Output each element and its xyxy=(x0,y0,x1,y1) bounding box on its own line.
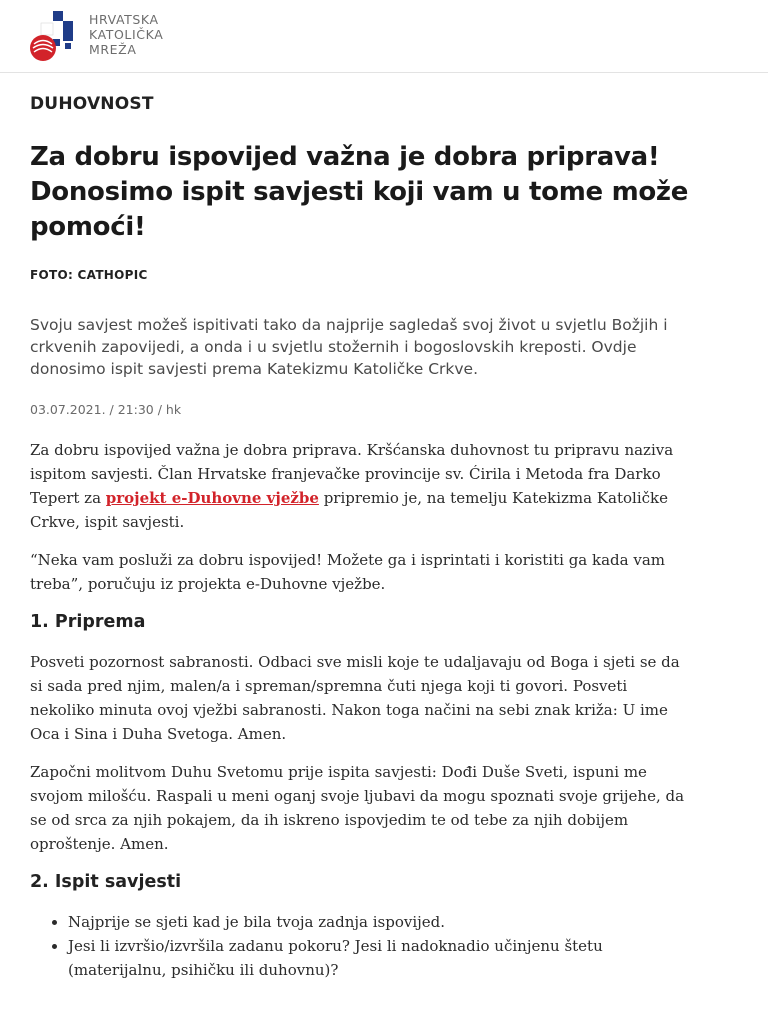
paragraph-text: Za dobru ispovijed važna je dobra priprava. Kršćanska duhovnost tu pripravu naziva ispitom savjesti. Član Hrvatske franjevačke provincije sv. Ćirila i Metoda fra Darko Tepert za xyxy=(30,441,674,507)
paragraph-text: pripremio je, na temelju Katekizma Katoličke Crkve, ispit savjesti. xyxy=(30,489,668,531)
site-logo[interactable] xyxy=(29,11,199,61)
article-body xyxy=(30,438,695,982)
article-meta xyxy=(30,402,181,417)
project-link[interactable]: projekt e-Duhovne vježbe xyxy=(105,489,319,507)
logo-line: HRVATSKA xyxy=(89,12,159,27)
bullet-list xyxy=(30,910,695,982)
paragraph: Posveti pozornost sabranosti. Odbaci sve misli koje te udaljavaju od Boga i sjeti se da si sada pred njim, malen/a i spreman/spremna čuti njega koji ti govori. Posveti nekoliko minuta ovoj vježbi sabranosti. Nakon toga načini na sebi znak križa: U ime Oca i Sina i Duha Svetoga. Amen. xyxy=(30,653,680,743)
paragraph: “Neka vam posluži za dobru ispovijed! Možete ga i isprintati i koristiti ga kada vam treba”, poručuju iz projekta e-Duhovne vježbe. xyxy=(30,551,665,593)
list-item: • Jesi li izvršio/izvršila zadanu pokoru? Jesi li nadoknadio učinjenu štetu (materijalnu, psihičku ili duhovnu)? xyxy=(68,934,695,982)
article-date: 03.07.2021. / 21:30 xyxy=(30,402,154,417)
section-heading-priprema: 1. Priprema xyxy=(30,612,146,632)
list-item: • Najprije se sjeti kad je bila tvoja zadnja ispovijed. xyxy=(68,910,695,934)
section-heading-ispit-savjesti: 2. Ispit savjesti xyxy=(30,872,182,892)
article-author[interactable]: hk xyxy=(165,402,182,417)
hkm-logo-icon xyxy=(29,11,79,61)
paragraph: Započni molitvom Duhu Svetomu prije ispita savjesti: Dođi Duše Sveti, ispuni me svojom milošću. Raspali u meni oganj svoje ljubavi da mogu spoznati svoje grijehe, da se od srca za njih pokajem, da ih iskreno ispovjedim te od tebe za njih dobijem oproštenje. Amen. xyxy=(30,763,685,853)
article-title: Za dobru ispovijed važna je dobra priprava! Donosimo ispit savjesti koji vam u tome može pomoći! xyxy=(30,142,689,242)
logo-wordmark xyxy=(89,12,199,57)
logo-line: MREŽA xyxy=(89,42,137,57)
meta-separator: / xyxy=(157,402,162,417)
section-label[interactable]: DUHOVNOST xyxy=(30,94,154,114)
paragraph xyxy=(30,438,695,534)
site-header xyxy=(0,0,768,73)
logo-line: KATOLIČKA xyxy=(89,27,164,42)
photo-credit: FOTO: CATHOPIC xyxy=(30,268,148,282)
article-lead: Svoju savjest možeš ispitivati tako da najprije sagledaš svoj život u svjetlu Božjih i crkvenih zapovijedi, a onda i u svjetlu stožernih i bogoslovskih kreposti. Ovdje donosimo ispit savjesti prema Katekizmu Katoličke Crkve. xyxy=(30,316,668,378)
